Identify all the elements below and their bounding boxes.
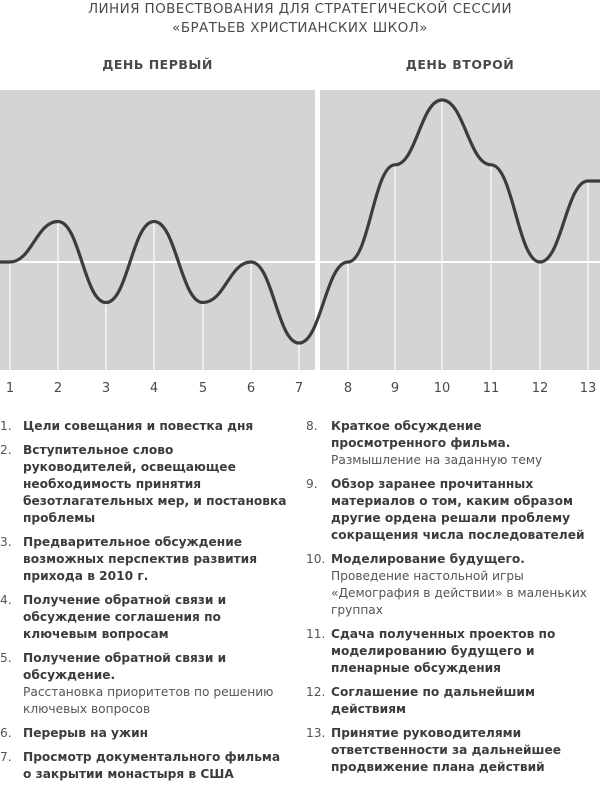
tick-label-12: 12 [531,381,549,396]
agenda-item [306,725,600,776]
agenda-item-note: Размышление на заданную тему [331,453,543,467]
day-one-panel [0,90,315,370]
agenda-item-title: Краткое обсуждение просмотренного фильма. [331,419,511,450]
tick-label-5: 5 [198,381,208,396]
agenda-item-number: 4. [0,593,12,607]
agenda-item [306,626,600,677]
agenda-item-title: Обзор заранее прочитанных материалов о том, каким образом другие ордена решали проблему сокращения числа последователей [331,477,585,542]
agenda-item [306,418,600,469]
agenda-item-note: Проведение настольной игры «Демография в действии» в маленьких группах [331,569,587,617]
agenda-item-title: Просмотр документального фильма о закрытии монастыря в США [23,750,281,781]
agenda-item-title: Сдача полученных проектов по моделированию будущего и пленарные обсуждения [331,627,556,675]
agenda-item [306,551,600,619]
agenda-item [0,418,290,435]
agenda-item-number: 13. [306,726,326,740]
agenda-list-day-two [306,418,600,783]
tick-label-9: 9 [390,381,400,396]
agenda-item-title: Вступительное слово руководителей, освещающее необходимость принятия безотлагательных мер, и постановка проблемы [23,443,287,525]
tick-label-4: 4 [149,381,159,396]
tick-label-13: 13 [579,381,597,396]
chart-title-line2: «БРАТЬЕВ ХРИСТИАНСКИХ ШКОЛ» [172,20,428,36]
chart-title-line1: ЛИНИЯ ПОВЕСТВОВАНИЯ ДЛЯ СТРАТЕГИЧЕСКОЙ СЕССИИ [87,1,513,17]
day-first-label: ДЕНЬ ПЕРВЫЙ [102,57,213,72]
agenda-item-number: 6. [0,726,12,740]
storyline-chart [0,76,600,398]
agenda-item-number: 5. [0,651,12,665]
agenda-item-title: Цели совещания и повестка дня [23,419,254,433]
agenda-item [0,442,290,527]
day-second-label: ДЕНЬ ВТОРОЙ [405,57,515,72]
tick-label-2: 2 [53,381,63,396]
agenda-item-title: Соглашение по дальнейшим действиям [331,685,535,716]
tick-label-11: 11 [482,381,500,396]
agenda-item-number: 12. [306,685,326,699]
agenda-item-title: Перерыв на ужин [23,726,149,740]
tick-label-1: 1 [5,381,15,396]
agenda-item-note: Расстановка приоритетов по решению ключевых вопросов [23,685,274,716]
agenda-item [0,650,290,718]
day-two-panel [320,90,600,370]
agenda-item [0,749,290,783]
agenda-item-number: 8. [306,419,318,433]
agenda-item-title: Моделирование будущего. [331,552,525,566]
agenda-item-number: 2. [0,443,12,457]
agenda-item-number: 10. [306,552,326,566]
agenda-item [306,684,600,718]
agenda-item-number: 11. [306,627,326,641]
agenda-item-title: Получение обратной связи и обсуждение соглашения по ключевым вопросам [23,593,227,641]
agenda-item [0,725,290,742]
agenda-item-number: 7. [0,750,12,764]
agenda-item [306,476,600,544]
tick-label-10: 10 [433,381,451,396]
tick-label-3: 3 [101,381,111,396]
tick-label-7: 7 [294,381,304,396]
agenda-item-number: 3. [0,535,12,549]
tick-label-6: 6 [246,381,256,396]
agenda-list-day-one [0,418,290,790]
agenda-item-number: 1. [0,419,12,433]
agenda-item [0,592,290,643]
agenda-item-title: Принятие руководителями ответственности за дальнейшее продвижение плана действий [331,726,561,774]
tick-label-8: 8 [343,381,353,396]
agenda-item [0,534,290,585]
agenda-item-title: Предварительное обсуждение возможных перспектив развития прихода в 2010 г. [23,535,258,583]
agenda-item-title: Получение обратной связи и обсуждение. [23,651,227,682]
agenda-item-number: 9. [306,477,318,491]
